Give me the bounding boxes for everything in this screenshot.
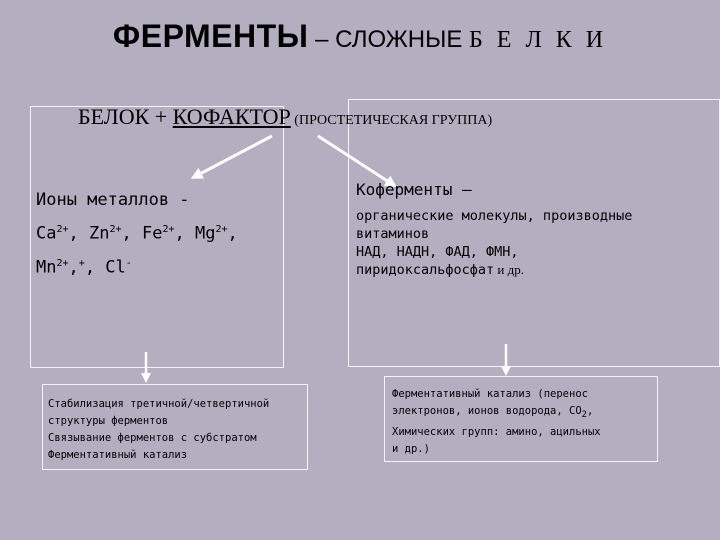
coenzymes-line-2: витаминов <box>356 226 430 242</box>
metal-function-3: Связывание ферментов с субстратом <box>48 432 257 444</box>
coenzymes-body <box>356 207 632 279</box>
coenzymes-heading: Коферменты – <box>356 180 472 199</box>
metal-ions-heading: Ионы металлов - <box>36 190 190 210</box>
coenzyme-function-1: Ферментативный катализ (перенос <box>392 388 588 400</box>
coenzyme-function-3: Химических групп: амино, ацильных <box>392 426 601 439</box>
metal-ions-text <box>36 186 238 282</box>
subtitle-cofactor: КОФАКТОР <box>172 104 291 129</box>
coenzyme-function-2: электронов, ионов водорода, $CO_2$, <box>392 405 594 421</box>
metal-ions-list-2: $Mn^{2+},^+$, Cl- <box>36 257 132 278</box>
coenzyme-functions-text <box>392 386 601 458</box>
title-main: ФЕРМЕНТЫ <box>112 18 309 54</box>
arrow-to-metals <box>196 136 272 176</box>
coenzymes-line-4: пиридоксальфосфат и др. <box>356 262 524 278</box>
coenzymes-line-3: НАД, НАДН, ФАД, ФМН, <box>356 244 519 260</box>
coenzymes-line-1: органические молекулы, производные <box>356 208 633 224</box>
metal-ions-list-1: $Ca^{2+}$, $Zn^{2+}$, $Fe^{2+}$, $Mg^{2+}$, <box>36 223 238 244</box>
subtitle-paren: (ПРОСТЕТИЧЕСКАЯ ГРУППА) <box>290 113 493 128</box>
metal-function-1: Стабилизация третичной/четвертичной <box>48 398 270 410</box>
subtitle-part1: БЕЛОК + <box>78 104 173 129</box>
coenzyme-function-4: и др.) <box>392 443 430 456</box>
arrow-to-coenzymes <box>318 136 392 184</box>
metal-function-2: структуры ферментов <box>48 415 169 427</box>
title-spaced: Б Е Л К И <box>469 27 608 53</box>
title-dash: – СЛОЖНЫЕ <box>308 26 470 53</box>
metal-function-4: Ферментативный катализ <box>48 449 188 461</box>
metal-functions-text <box>48 396 269 464</box>
